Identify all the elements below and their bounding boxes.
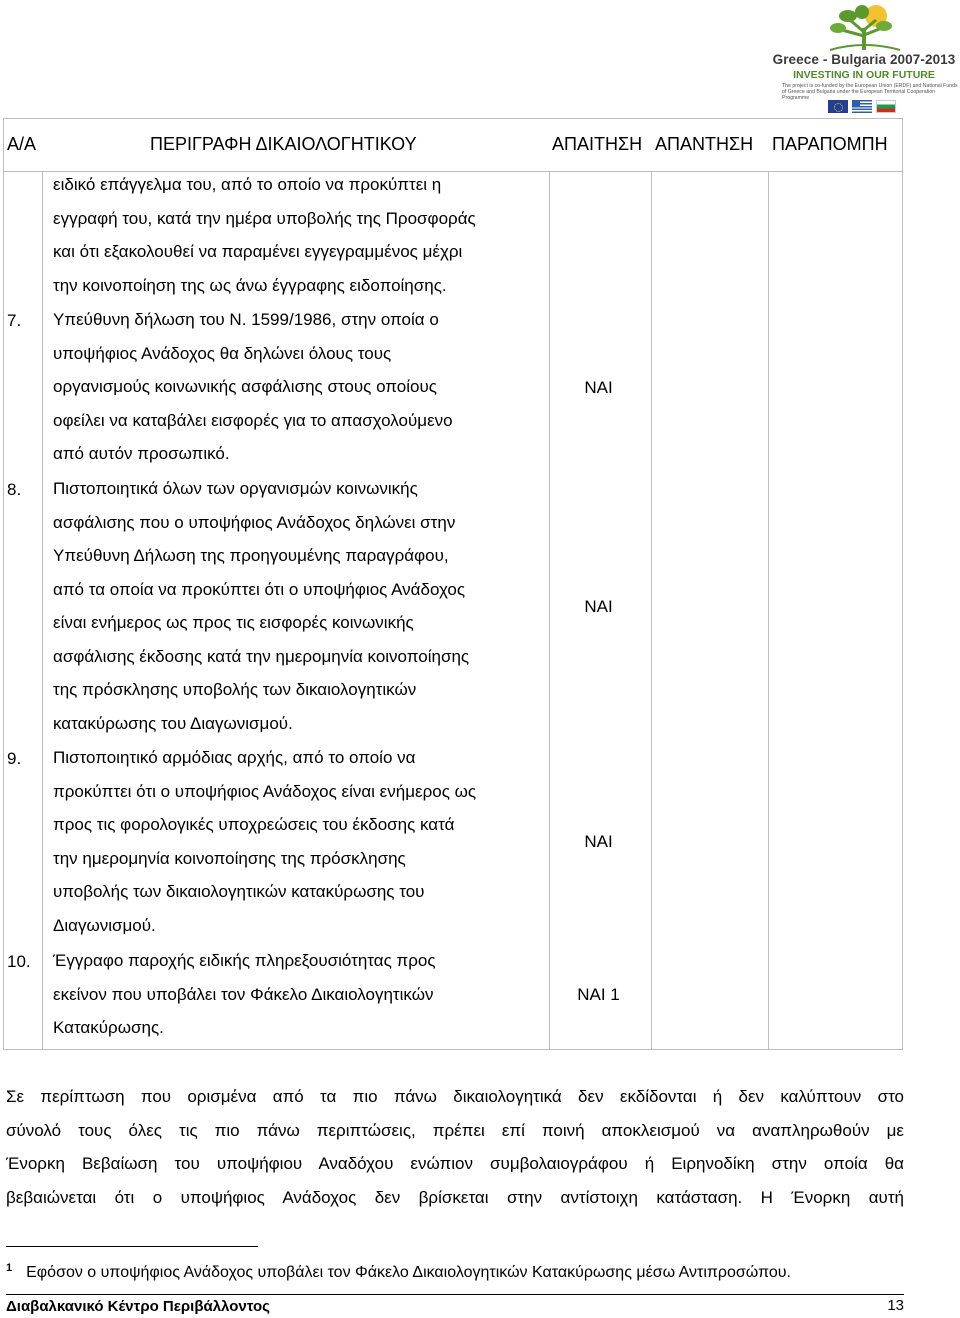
row-number: 10. <box>7 952 31 971</box>
header-answer: ΑΠΑΝΤΗΣΗ <box>655 134 754 154</box>
description-line: εγγραφή του, κατά την ημέρα υποβολής της Προσφοράς <box>53 208 476 228</box>
requirement-value: ΝΑΙ <box>584 378 613 397</box>
footnote-separator <box>6 1246 258 1247</box>
description-line: ειδικό επάγγελμα του, από το οποίο να προκύπτει η <box>53 175 442 194</box>
description-line: Πιστοποιητικά όλων των οργανισμών κοινωνικής <box>53 479 418 498</box>
logo-subtitle: INVESTING IN OUR FUTURE <box>793 69 935 81</box>
row-number: 7. <box>7 311 22 330</box>
continued-description <box>53 168 544 302</box>
description-line: από τα οποία να προκύπτει ότι ο υποψήφιος Ανάδοχος <box>53 579 466 599</box>
description-line: Κατακύρωσης. <box>53 1018 164 1037</box>
description-line: από αυτόν προσωπικό. <box>53 444 230 463</box>
header-description: ΠΕΡΙΓΡΑΦΗ ΔΙΚΑΙΟΛΟΓΗΤΙΚΟΥ <box>150 134 417 154</box>
page-number: 13 <box>887 1297 904 1314</box>
row-number: 8. <box>7 480 22 499</box>
flags <box>828 100 900 118</box>
description-line: την κοινοποίηση της ως άνω έγγραφης ειδοποίησης. <box>53 275 447 295</box>
greece-flag-icon <box>852 100 872 113</box>
description-line: Πιστοποιητικό αρμόδιας αρχής, από το οποίο να <box>53 748 416 767</box>
description-line: της πρόσκλησης υποβολής των δικαιολογητικών <box>53 680 417 699</box>
description-line: υποβολής των δικαιολογητικών κατακύρωσης του <box>53 882 425 901</box>
column-divider <box>768 171 769 1049</box>
requirement-value: ΝΑΙ 1 <box>577 985 620 1004</box>
header-requirement: ΑΠΑΙΤΗΣΗ <box>552 134 643 154</box>
description-line: Έγγραφο παροχής ειδικής πληρεξουσιότητας προς <box>53 951 436 970</box>
row-description <box>53 303 544 471</box>
note-paragraph <box>6 1080 904 1214</box>
description-line: Υπεύθυνη Δήλωση της προηγουμένης παραγράφου, <box>53 546 449 565</box>
description-line: προς τις φορολογικές υποχρεώσεις του έκδοσης κατά <box>53 815 455 834</box>
logo-funding-note: The project is co-funded by the European Union (ERDF) and National Funds of Greece and Bulgaria under the European Territorial Cooperation Programme <box>782 83 958 101</box>
note-line: σύνολό τους όλες τις πιο πάνω περιπτώσεις, πρέπει επί ποινή αποκλεισμού να αναπληρωθούν με <box>6 1120 904 1140</box>
description-line: την ημερομηνία κοινοποίησης της πρόσκλησης <box>53 848 406 868</box>
description-line: Υπεύθυνη δήλωση του Ν. 1599/1986, στην οποία ο <box>53 310 439 329</box>
row-description <box>53 472 544 740</box>
eu-flag-icon <box>828 100 848 113</box>
requirement-value: ΝΑΙ <box>584 597 613 616</box>
row-number: 9. <box>7 749 22 768</box>
description-line: ασφάλισης που ο υποψήφιος Ανάδοχος δηλώνει στην <box>53 512 456 532</box>
footnote-text: Εφόσον ο υποψήφιος Ανάδοχος υποβάλει τον Φάκελο Δικαιολογητικών Κατακύρωσης μέσω Αντιπροσώπου. <box>26 1264 791 1281</box>
description-line: και ότι εξακολουθεί να παραμένει εγγεγραμμένος μέχρι <box>53 242 463 261</box>
programme-logo <box>768 2 960 106</box>
requirement-value: ΝΑΙ <box>584 832 613 851</box>
description-line: οφείλει να καταβάλει εισφορές για το απασχολούμενο <box>53 410 453 430</box>
footnote-marker: 1 <box>6 1262 13 1274</box>
description-line: οργανισμούς κοινωνικής ασφάλισης στους οποίους <box>53 377 437 396</box>
footnote <box>6 1262 791 1282</box>
description-line: προκύπτει ότι ο υποψήφιος Ανάδοχος είναι ενήμερος ως <box>53 781 477 801</box>
header-aa: Α/Α <box>7 134 37 154</box>
header-reference: ΠΑΡΑΠΟΜΠΗ <box>772 134 888 154</box>
tree-sun-logo-icon <box>820 2 908 52</box>
footer-organization: Διαβαλκανικό Κέντρο Περιβάλλοντος <box>6 1298 270 1315</box>
bulgaria-flag-icon <box>876 100 896 113</box>
description-line: κατακύρωσης του Διαγωνισμού. <box>53 713 293 733</box>
footer-separator <box>6 1294 904 1295</box>
description-line: υποψήφιος Ανάδοχος θα δηλώνει όλους τους <box>53 343 392 363</box>
column-divider <box>42 171 43 1049</box>
row-description <box>53 741 544 942</box>
description-line: Διαγωνισμού. <box>53 915 156 935</box>
description-line: εκείνον που υποβάλει τον Φάκελο Δικαιολογητικών <box>53 984 434 1004</box>
note-line: Ένορκη Βεβαίωση του υποψήφιου Αναδόχου ενώπιον συμβολαιογράφου ή Ειρηνοδίκη στην οποία θα <box>6 1154 904 1173</box>
note-line: βεβαιώνεται ότι ο υποψήφιος Ανάδοχος δεν βρίσκεται στην αντίστοιχη κατάσταση. Η Ένορκη αυτή <box>6 1187 904 1207</box>
description-line: είναι ενήμερος ως προς τις εισφορές κοινωνικής <box>53 613 414 632</box>
note-line: Σε περίπτωση που ορισμένα από τα πιο πάνω δικαιολογητικά δεν εκδίδονται ή δεν καλύπτουν στο <box>6 1087 904 1106</box>
row-description <box>53 944 544 1045</box>
description-line: ασφάλισης έκδοσης κατά την ημερομηνία κοινοποίησης <box>53 646 470 666</box>
logo-title: Greece - Bulgaria 2007-2013 <box>772 52 956 67</box>
